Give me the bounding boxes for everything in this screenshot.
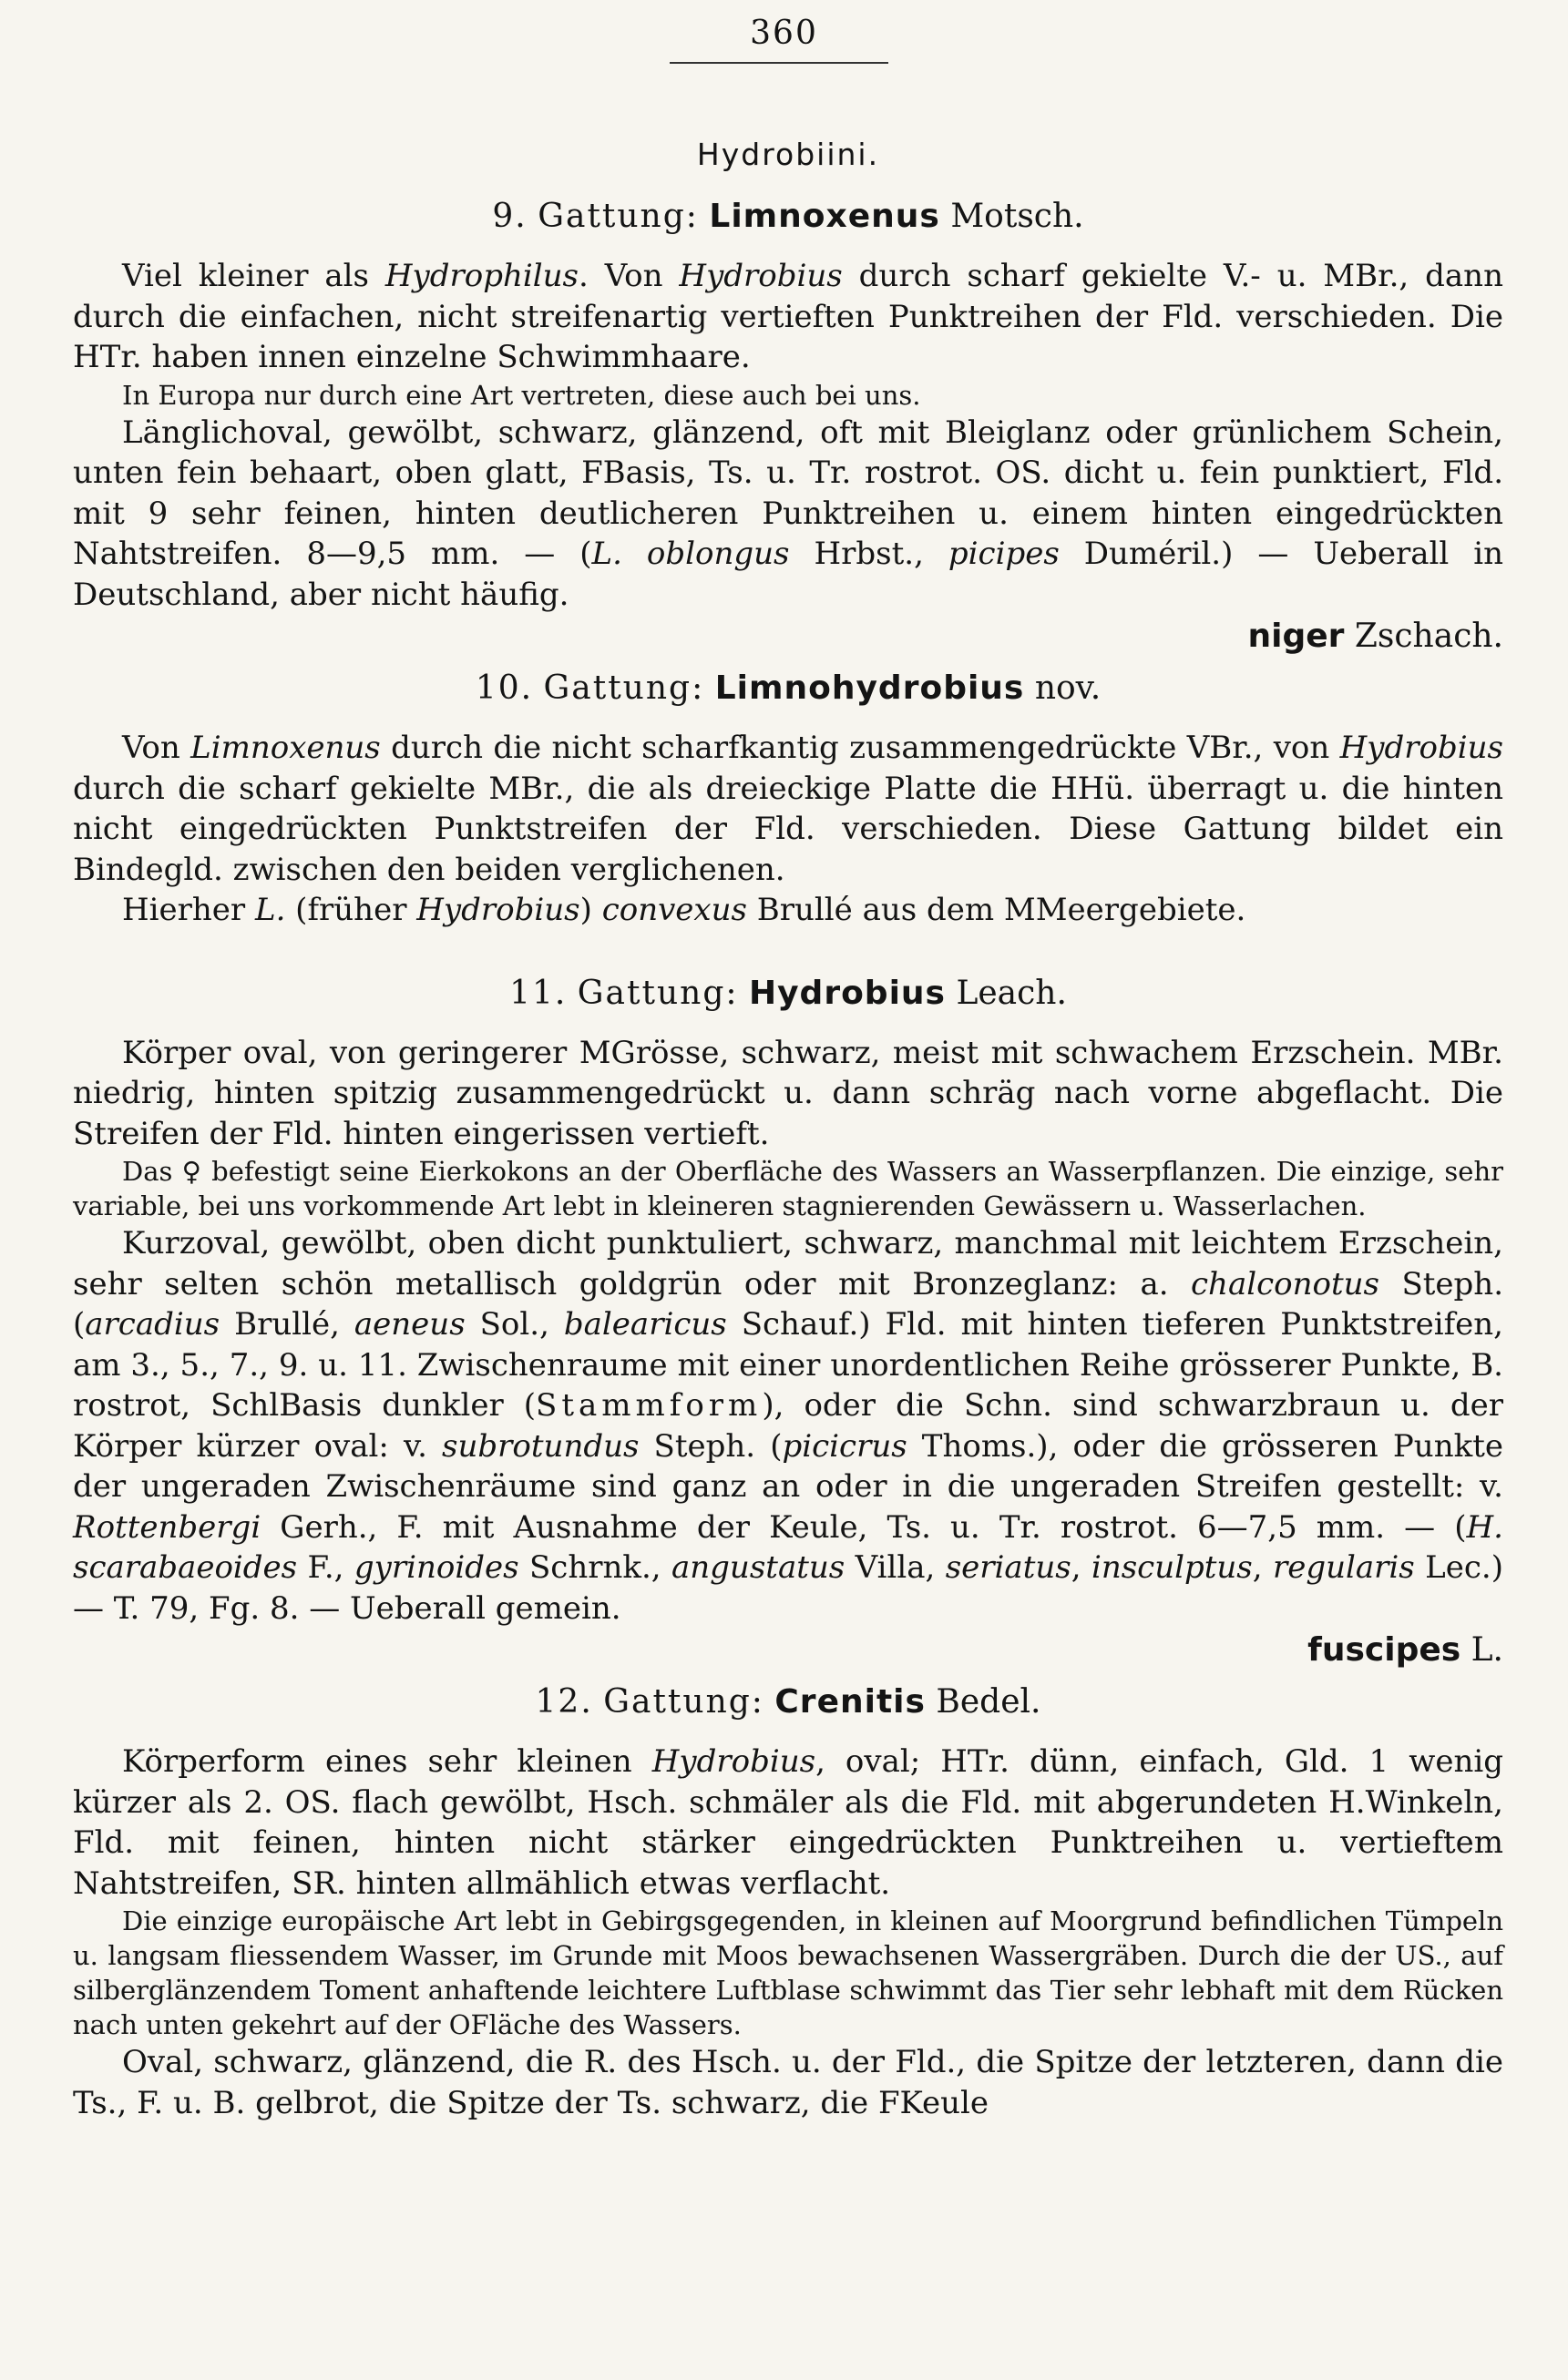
genus9-distribution: In Europa nur durch eine Art vertreten, diese auch bei uns. — [122, 379, 921, 411]
taxon-name: regularis — [1273, 1549, 1415, 1586]
text-run: Kurzoval, gewölbt, oben dicht punktuliert, schwarz, manchmal mit leichtem Erzschein, sehr selten schön metallisch goldgrün oder mit Bronzeglanz: a. — [73, 1225, 1503, 1302]
genus11-biology: Das ♀ befestigt seine Eierkokons an der Oberfläche des Wassers an Wasserpflanzen. Die einzige, sehr variable, bei uns vorkommende Art lebt in kleineren stagnierenden Gewässern u. Wasserlachen. — [73, 1156, 1503, 1221]
species-name: fuscipes — [1307, 1631, 1461, 1669]
genus-heading-12 — [73, 1680, 1503, 1725]
taxon-name: Hydrobius — [1339, 730, 1503, 766]
taxon-name: Hydrobius — [416, 892, 580, 928]
genus-name: Limnohydrobius — [714, 669, 1025, 707]
taxon-name: insculptus — [1091, 1549, 1253, 1586]
text-run: Schauf.) Fld. mit hinten tieferen Punktstreifen, am 3., 5., 7., 9. u. 11. Zwischenraume mit einer unordentlichen Reihe grösserer Punkte, B. rostrot, SchlBasis dunkler ( — [73, 1306, 1503, 1424]
text-run: durch scharf gekielte V.- u. MBr., dann durch die einfachen, nicht streifenartig vertieften Punktreihen der Fld. verschieden. Die HTr. haben innen einzelne Schwimmhaare. — [73, 258, 1503, 375]
text-run: Schrnk., — [518, 1549, 671, 1586]
species-author: Zschach. — [1354, 618, 1503, 655]
genus-word: Gattung: — [543, 669, 705, 707]
taxon-name: Hydrobius — [679, 258, 843, 294]
taxon-name: convexus — [601, 892, 747, 928]
taxon-name: gyrinoides — [354, 1549, 519, 1586]
taxon-name: arcadius — [85, 1306, 220, 1343]
species-name: niger — [1247, 618, 1345, 655]
text-run: (früher — [285, 892, 417, 928]
text-run: , oval; HTr. dünn, einfach, Gld. 1 wenig kürzer als 2. OS. flach gewölbt, Hsch. schmäler als die Fld. mit abgerundeten H.Winkeln, Fld. mit feinen, hinten nicht stärker eingedrückten Punktreihen u. vertieftem Nahtstreifen, SR. hinten allmählich etwas verflacht. — [73, 1743, 1503, 1902]
taxon-name: balearicus — [563, 1306, 727, 1343]
genus-number: 12. — [535, 1683, 593, 1721]
taxon-name: seriatus — [945, 1549, 1071, 1586]
taxon-name: subrotundus — [442, 1427, 640, 1465]
text-run: Steph. ( — [73, 1265, 1504, 1343]
genus-number: 10. — [475, 669, 534, 707]
genus11-species-description — [73, 1223, 1503, 1629]
genus-name: Limnoxenus — [709, 198, 940, 235]
text-run: Körperform eines sehr kleinen — [122, 1743, 652, 1780]
taxon-name: L. oblongus — [591, 536, 790, 572]
text-run: durch die nicht scharfkantig zusammengedrückte VBr., von — [380, 730, 1340, 766]
taxon-name: chalconotus — [1191, 1265, 1379, 1302]
taxon-name: picipes — [948, 536, 1060, 572]
section-gap — [73, 931, 1503, 964]
text-run: F., — [297, 1549, 354, 1586]
text-run: Hierher — [122, 892, 255, 928]
genus-heading-11 — [73, 971, 1503, 1016]
genus12-description — [73, 1742, 1503, 1904]
genus-author: Leach. — [956, 974, 1067, 1012]
genus-author: nov. — [1034, 669, 1102, 707]
species-name-niger — [73, 615, 1503, 659]
text-run: durch die scharf gekielte MBr., die als dreieckige Platte die HHü. überragt u. die hinten nicht eingedrückten Punktstreifen der Fld. verschieden. Diese Gattung bildet ein Bindegld. zwischen den beiden verglichenen. — [73, 770, 1503, 888]
text-run: Steph. ( — [639, 1427, 783, 1465]
taxon-name: H. scarabaeoides — [73, 1508, 1503, 1586]
taxon-name: aeneus — [354, 1306, 466, 1343]
genus-word: Gattung: — [577, 974, 739, 1012]
genus-heading-10 — [73, 666, 1503, 711]
text-run: ) — [579, 892, 602, 928]
text-run: , — [1071, 1549, 1091, 1586]
text-run: Von — [122, 730, 191, 766]
text-run: Sol., — [465, 1306, 564, 1343]
genus-number: 9. — [492, 198, 528, 235]
taxon-name: Hydrobius — [651, 1743, 816, 1780]
species-name-fuscipes — [73, 1629, 1503, 1672]
tribe-heading: Hydrobiini. — [696, 137, 880, 172]
text-run: Brullé aus dem MMeergebiete. — [746, 892, 1246, 928]
genus12-species-description: Oval, schwarz, glänzend, die R. des Hsch. u. der Fld., die Spitze der letzteren, dann die Ts., F. u. B. gelbrot, die Spitze der Ts. schwarz, die FKeule — [73, 2044, 1503, 2121]
taxon-name: Rottenbergi — [73, 1508, 261, 1546]
genus11-description: Körper oval, von geringerer MGrösse, schwarz, meist mit schwachem Erzschein. MBr. niedrig, hinten spitzig zusammengedrückt u. dann schräg nach vorne abgeflacht. Die Streifen der Fld. hinten eingerissen vertieft. — [73, 1034, 1503, 1152]
text-run: . Von — [579, 258, 680, 294]
page-number-rule — [670, 62, 888, 64]
taxon-name: Hydrophilus — [384, 258, 579, 294]
text-run: , — [1252, 1549, 1273, 1586]
genus9-description — [73, 256, 1503, 378]
genus-name: Crenitis — [774, 1683, 926, 1721]
genus-author: Motsch. — [950, 198, 1084, 235]
taxon-name: L. — [254, 892, 286, 928]
text-run: Thoms.), oder die grösseren Punkte der ungeraden Zwischenräume sind ganz an oder in die ungeraden Streifen gestellt: v. — [73, 1427, 1503, 1505]
text-run: Villa, — [845, 1549, 946, 1586]
text-run: Gerh., F. mit Ausnahme der Keule, Ts. u. Tr. rostrot. 6—7,5 mm. — ( — [261, 1508, 1467, 1546]
genus-name: Hydrobius — [748, 974, 946, 1012]
genus12-biology: Die einzige europäische Art lebt in Gebirgsgegenden, in kleinen auf Moorgrund befindlichen Tümpeln u. langsam fliessendem Wasser, im Grunde mit Moos bewachsenen Wassergräben. Durch die der US., auf silberglänzendem Toment anhaftende leichtere Luftblase schwimmt das Tier sehr lebhaft mit dem Rücken nach unten gekehrt auf der OFläche des Wassers. — [73, 1905, 1503, 2040]
text-run: Länglichoval, gewölbt, schwarz, glänzend, oft mit Bleiglanz oder grünlichem Schein, unten fein behaart, oben glatt, FBasis, Ts. u. Tr. rostrot. OS. dicht u. fein punktiert, Fld. mit 9 sehr feinen, hinten deutlicheren Punktreihen u. einem hinten eingedrückten Nahtstreifen. 8—9,5 mm. — ( — [73, 414, 1503, 572]
genus9-species-description — [73, 413, 1503, 616]
taxon-name: Limnoxenus — [190, 730, 381, 766]
species-author: L. — [1471, 1631, 1503, 1669]
spaced-term: Stammform — [536, 1387, 763, 1424]
text-run: Duméril.) — Ueberall in Deutschland, aber nicht häufig. — [73, 536, 1504, 613]
genus10-description — [73, 728, 1503, 890]
genus-word: Gattung: — [603, 1683, 764, 1721]
genus-heading-9 — [73, 194, 1503, 240]
genus10-species-note — [73, 890, 1503, 931]
text-run: Hrbst., — [789, 536, 948, 572]
page-number: 360 — [750, 15, 818, 52]
text-run: ), oder die Schn. sind schwarzbraun u. der Körper kürzer oval: v. — [73, 1387, 1503, 1465]
taxon-name: picicrus — [782, 1427, 907, 1465]
page-content — [73, 137, 1503, 2123]
genus-word: Gattung: — [538, 198, 699, 235]
text-run: Viel kleiner als — [122, 258, 385, 294]
text-run: Brullé, — [220, 1306, 354, 1343]
text-run: Lec.) — T. 79, Fg. 8. — Ueberall gemein. — [73, 1549, 1503, 1627]
genus-author: Bedel. — [936, 1683, 1041, 1721]
genus-number: 11. — [509, 974, 568, 1012]
taxon-name: angustatus — [671, 1549, 845, 1586]
